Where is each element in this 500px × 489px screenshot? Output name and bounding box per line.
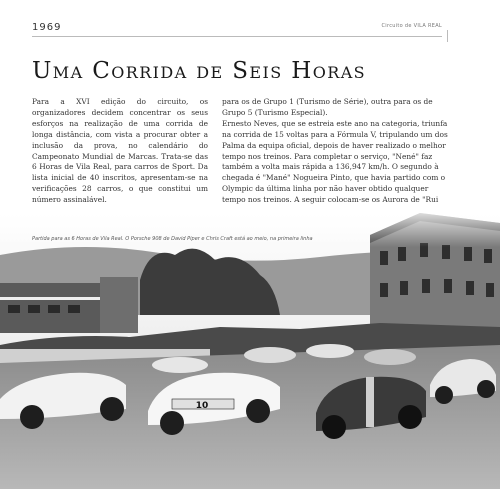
photo-caption: Partida para as 6 Horas de Vila Real. O Porsche 908 de David Piper e Chris Craft está ao meio, na primeira linha	[32, 236, 313, 242]
header-tick	[447, 30, 448, 42]
car-number: 10	[195, 401, 209, 411]
article-title: Uma Corrida de Seis Horas	[32, 58, 367, 84]
buildings-left	[0, 277, 138, 333]
article-column-right	[222, 97, 450, 217]
header-rule	[32, 36, 442, 37]
page-year: 1969	[32, 22, 62, 33]
paragraph: Para a XVI edição do circuito, os organizadores decidem concentrar os seus esforços na realização de uma corrida de longa distância, com vista a procurar obter a inclusão da prova, no calendário do Campeonato Mundial de Marcas. Trata-se das 6 Horas de Vila Real, para carros de Sport. Da lista inicial de 40 inscritos, apresentam-se na verificações 28 carros, o que constitui um número assinalável.	[32, 97, 208, 205]
race-start-photo	[0, 205, 500, 489]
running-head: Circuito de VILA REAL	[381, 23, 442, 29]
paragraph: para os de Grupo 1 (Turismo de Série), outra para os de Grupo 5 (Turismo Especial).	[222, 97, 433, 117]
paragraph: Ernesto Neves, que se estreia este ano na categoria, triunfa na corrida de 15 voltas para a Fórmula V, tripulando um dos Palma da equipa oficial, depois de haver realizado o melhor tempo nos treinos. Para completar o serviço, "Nené" faz também a volta mais rápida a 136,947 km/h. O segundo à chegada é "Mané" Nogueira Pinto, que havia partido com o Olympic da última linha por não haver obtido qualquer tempo nos treinos. A seguir colocam-se os Aurora de "Rui	[222, 118, 448, 205]
